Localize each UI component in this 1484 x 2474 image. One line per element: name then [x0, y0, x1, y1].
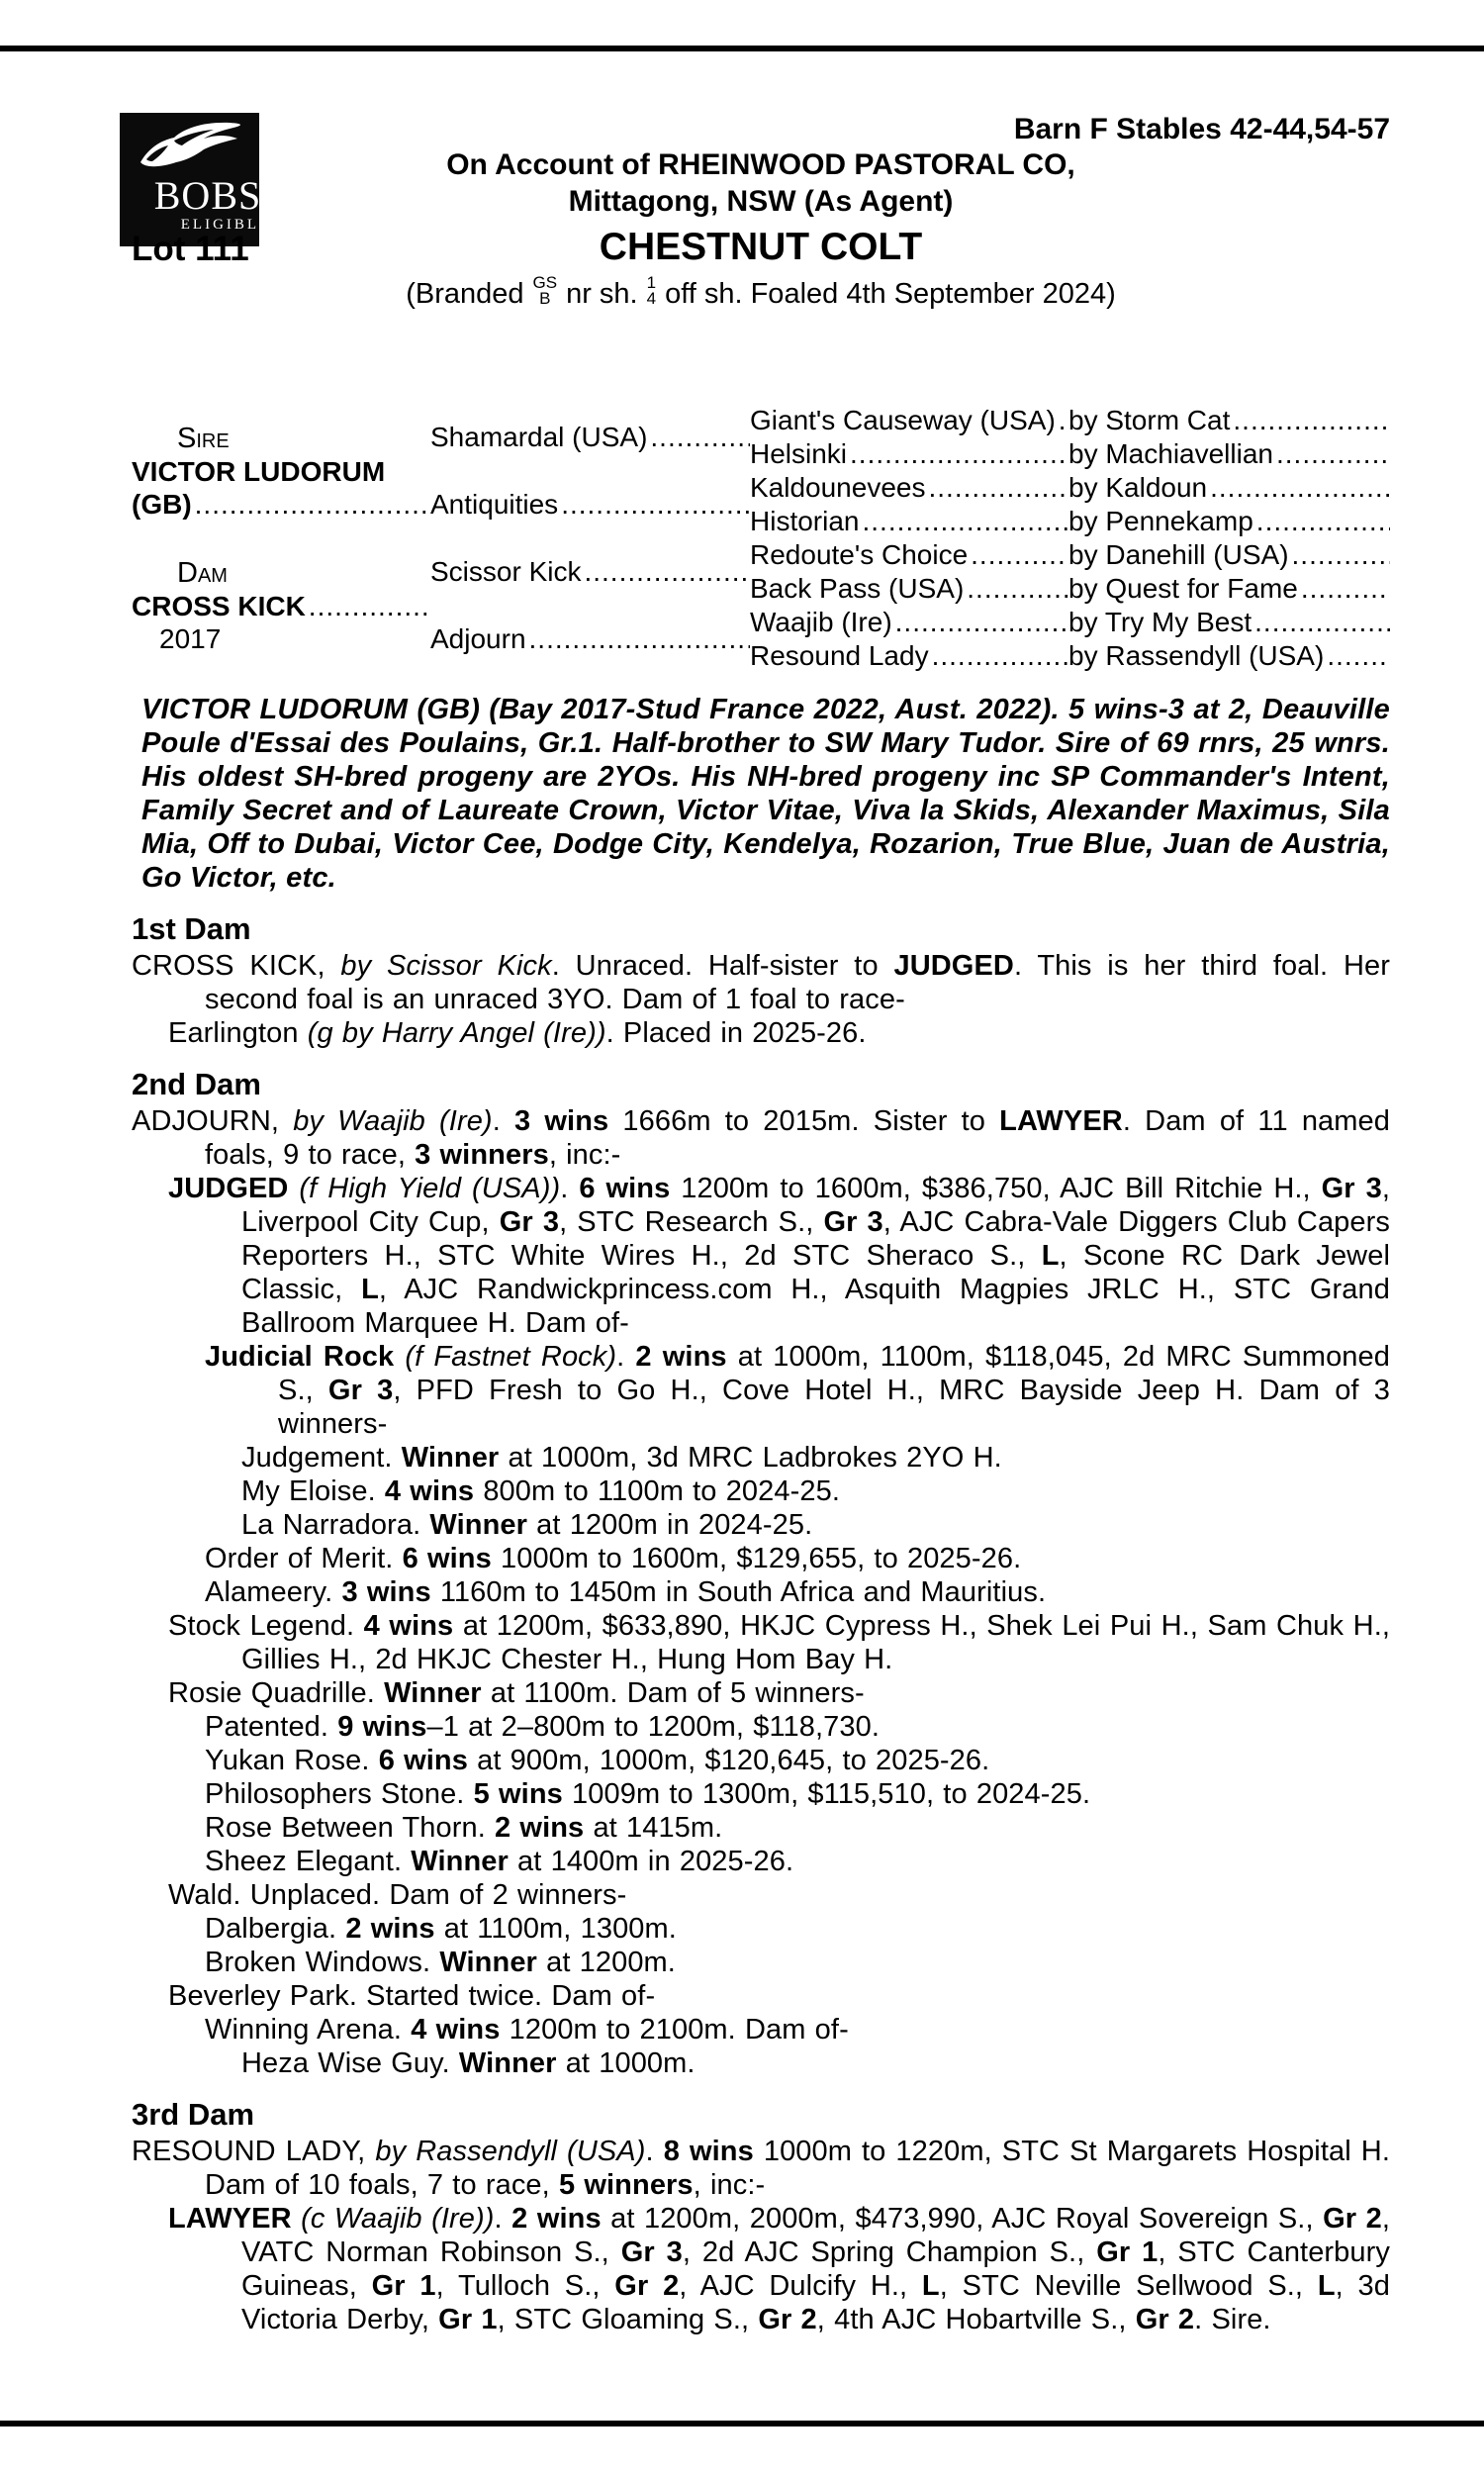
vendor-line-2: Mittagong, NSW (As Agent) [568, 185, 954, 218]
page-content [132, 51, 1390, 2336]
gen3-ancestor: Helsinki ..... [750, 437, 1068, 471]
dot-leader [892, 606, 1068, 639]
gen2-ancestor: Scissor Kick ..... [430, 538, 750, 606]
entry-philosophers-stone: Philosophers Stone. 5 wins 1009m to 1300m, $115,510, to 2024-25. [205, 1778, 1091, 1810]
lot-title-row [132, 224, 1390, 271]
dot-leader [1324, 639, 1390, 673]
near-brand-top: GS [532, 273, 558, 292]
dam-name-line [132, 590, 430, 622]
dot-leader [1207, 471, 1390, 505]
dot-leader [929, 639, 1068, 673]
dot-leader [558, 488, 750, 522]
entry-resound-lady: RESOUND LADY, by Rassendyll (USA). 8 wins 1000m to 1220m, STC St Margarets Hospital H. Dam of 10 foals, 7 to race, 5 winners, inc:- [132, 2136, 1390, 2201]
entry-order-of-merit: Order of Merit. 6 wins 1000m to 1600m, $129,655, to 2025-26. [205, 1543, 1022, 1574]
sire-suffix: (GB) [132, 488, 192, 520]
branded-prefix: (Branded [406, 278, 524, 310]
entry-patented: Patented. 9 wins–1 at 2–800m to 1200m, $118,730. [205, 1711, 880, 1743]
near-shoulder-label: nr sh. [566, 278, 638, 310]
dot-leader [1056, 404, 1068, 437]
branding-line [132, 273, 1390, 311]
dam-name: CROSS KICK [132, 590, 306, 621]
entry-beverley-park: Beverley Park. Started twice. Dam of- [168, 1980, 656, 2012]
gen3-ancestor: Redoute's Choice ..... [750, 538, 1068, 572]
dam-label: Dam [177, 556, 228, 589]
section-1st-dam [132, 911, 1390, 1050]
dot-leader [581, 555, 750, 589]
sire-name: VICTOR LUDORUM [132, 455, 386, 487]
entry-judgement: Judgement. Winner at 1000m, 3d MRC Ladbrokes 2YO H. [241, 1442, 1002, 1474]
dam-cell [132, 538, 430, 673]
gen4-sireline: by Machiavellian ..... [1068, 437, 1390, 471]
gen4-sireline: by Quest for Fame ..... [1068, 572, 1390, 606]
entry-rose-between-thorn: Rose Between Thorn. 2 wins at 1415m. [205, 1812, 723, 1844]
entry-judged: JUDGED (f High Yield (USA)). 6 wins 1200m to 1600m, $386,750, AJC Bill Ritchie H., Gr 3, Liverpool City Cup, Gr 3, STC Research S., Gr 3, AJC Cabra-Vale Diggers Club Capers Reporters H., STC White Wires H., 2d STC Sheraco S., L, Scone RC Dark Jewel Classic, L, AJC Randwickprincess.com H., Asquith Magpies JRLC H., STC Grand Ballroom Marquee H. Dam of- [168, 1173, 1390, 1339]
dot-leader [1273, 437, 1390, 471]
gen2-ancestor: Shamardal (USA) ..... [430, 404, 750, 471]
off-brand-bottom: 4 [646, 289, 657, 308]
dot-leader [192, 488, 430, 521]
entry-judicial-rock: Judicial Rock (f Fastnet Rock). 2 wins at 1000m, 1100m, $118,045, 2d MRC Summoned S., Gr 3, PFD Fresh to Go H., Cove Hotel H., MRC Bayside Jeep H. Dam of 3 winners- [205, 1341, 1390, 1440]
entry-winning-arena: Winning Arena. 4 wins 1200m to 2100m. Dam of- [205, 2014, 849, 2046]
dot-leader [847, 437, 1068, 471]
entry-la-narradora: La Narradora. Winner at 1200m in 2024-25. [241, 1509, 813, 1541]
gen4-sireline: by Try My Best ..... [1068, 606, 1390, 639]
sire-suffix-line [132, 488, 430, 521]
gen4-sireline: by Pennekamp ..... [1068, 505, 1390, 538]
entry-alameery: Alameery. 3 wins 1160m to 1450m in South Africa and Mauritius. [205, 1576, 1047, 1608]
gen3-ancestor: Waajib (Ire) ..... [750, 606, 1068, 639]
gen4-sireline: by Storm Cat ..... [1068, 404, 1390, 437]
entry-lawyer: LAWYER (c Waajib (Ire)). 2 wins at 1200m, 2000m, $473,990, AJC Royal Sovereign S., Gr 2, VATC Norman Robinson S., Gr 3, 2d AJC Spring Champion S., Gr 1, STC Canterbury Guineas, Gr 1, Tulloch S., Gr 2, AJC Dulcify H., L, STC Neville Sellwood S., L, 3d Victoria Derby, Gr 1, STC Gloaming S., Gr 2, 4th AJC Hobartville S., Gr 2. Sire. [168, 2203, 1390, 2335]
dot-leader [1298, 572, 1390, 606]
entry-dalbergia: Dalbergia. 2 wins at 1100m, 1300m. [205, 1913, 677, 1945]
foaled-label: off sh. Foaled 4th September 2024) [665, 278, 1116, 310]
near-brand-bottom: B [539, 289, 551, 308]
entry-wald: Wald. Unplaced. Dam of 2 winners- [168, 1879, 627, 1911]
gen4-sireline: by Kaldoun ..... [1068, 471, 1390, 505]
section-2nd-dam [132, 1067, 1390, 2080]
entry-broken-windows: Broken Windows. Winner at 1200m. [205, 1947, 676, 1978]
sire-summary: VICTOR LUDORUM (GB) (Bay 2017-Stud France 2022, Aust. 2022). 5 wins-3 at 2, Deauville Poule d'Essai des Poulains, Gr.1. Half-brother to SW Mary Tudor. Sire of 69 rnrs, 25 wnrs. His oldest SH-bred progeny are 2YOs. His NH-bred progeny inc SP Commander's Intent, Family Secret and of Laureate Crown, Victor Vitae, Viva la Skids, Alexander Maximus, Sila Mia, Off to Dubai, Victor Cee, Dodge City, Kendelya, Rozarion, True Blue, Juan de Austria, Go Victor, etc. [141, 694, 1390, 894]
gen4-sireline: by Danehill (USA) ..... [1068, 538, 1390, 572]
entry-sheez-elegant: Sheez Elegant. Winner at 1400m in 2025-26. [205, 1846, 794, 1877]
gen2-ancestor: Adjourn ..... [430, 606, 750, 673]
section-3rd-dam [132, 2097, 1390, 2336]
header [132, 113, 1390, 378]
off-shoulder-brand [647, 275, 656, 307]
gen3-ancestor: Historian ..... [750, 505, 1068, 538]
barn-line: Barn F Stables 42-44,54-57 [1013, 113, 1390, 145]
dot-leader [306, 590, 430, 622]
gen3-ancestor: Giant's Causeway (USA) ..... [750, 404, 1068, 437]
dam-year: 2017 [159, 622, 222, 654]
entry-rosie-quadrille: Rosie Quadrille. Winner at 1100m. Dam of 5 winners- [168, 1677, 865, 1709]
dot-leader [964, 572, 1068, 606]
gen3-ancestor: Kaldounevees ..... [750, 471, 1068, 505]
page-title: CHESTNUT COLT [599, 226, 923, 268]
dot-leader [647, 421, 750, 454]
vendor-line-1: On Account of RHEINWOOD PASTORAL CO, [446, 148, 1075, 181]
bottom-rule [0, 2421, 1484, 2426]
logo-text-bobs: BOBS [153, 173, 262, 218]
lot-number: Lot 111 [132, 230, 249, 268]
dot-leader [1230, 404, 1390, 437]
gen2-ancestor: Antiquities ..... [430, 471, 750, 538]
sire-label: Sire [177, 422, 230, 454]
dot-leader [1253, 505, 1390, 538]
horse-head-icon [135, 119, 245, 176]
dot-leader [925, 471, 1068, 505]
dot-leader [526, 622, 750, 656]
logo-text-eligible: ELIGIBLE [180, 217, 272, 233]
gen4-sireline: by Rassendyll (USA) ..... [1068, 639, 1390, 673]
sire-cell [132, 404, 430, 538]
entry-yukan-rose: Yukan Rose. 6 wins at 900m, 1000m, $120,645, to 2025-26. [205, 1745, 990, 1776]
gen3-ancestor: Resound Lady ..... [750, 639, 1068, 673]
gen3-ancestor: Back Pass (USA) ..... [750, 572, 1068, 606]
dot-leader [968, 538, 1068, 572]
off-brand-top: 1 [646, 273, 657, 292]
entry-cross-kick: CROSS KICK, by Scissor Kick. Unraced. Half-sister to JUDGED. This is her third foal. Her second foal is an unraced 3YO. Dam of 1 foal to race- [132, 950, 1390, 1015]
entry-stock-legend: Stock Legend. 4 wins at 1200m, $633,890, HKJC Cypress H., Shek Lei Pui H., Sam Chuk H., Gillies H., 2d HKJC Chester H., Hung Hom Bay H. [168, 1610, 1391, 1675]
entry-my-eloise: My Eloise. 4 wins 800m to 1100m to 2024-25. [241, 1475, 840, 1507]
section-heading: 3rd Dam [132, 2097, 255, 2132]
dot-leader [859, 505, 1068, 538]
dot-leader [1252, 606, 1390, 639]
entry-earlington: Earlington (g by Harry Angel (Ire)). Placed in 2025-26. [168, 1017, 867, 1049]
near-shoulder-brand [533, 275, 558, 307]
entry-adjourn: ADJOURN, by Waajib (Ire). 3 wins 1666m to 2015m. Sister to LAWYER. Dam of 11 named foals, 9 to race, 3 winners, inc:- [132, 1105, 1390, 1171]
entry-heza-wise-guy: Heza Wise Guy. Winner at 1000m. [241, 2047, 696, 2079]
dot-leader [1289, 538, 1390, 572]
section-heading: 2nd Dam [132, 1067, 261, 1101]
pedigree-table [132, 404, 1390, 673]
section-heading: 1st Dam [132, 911, 251, 946]
